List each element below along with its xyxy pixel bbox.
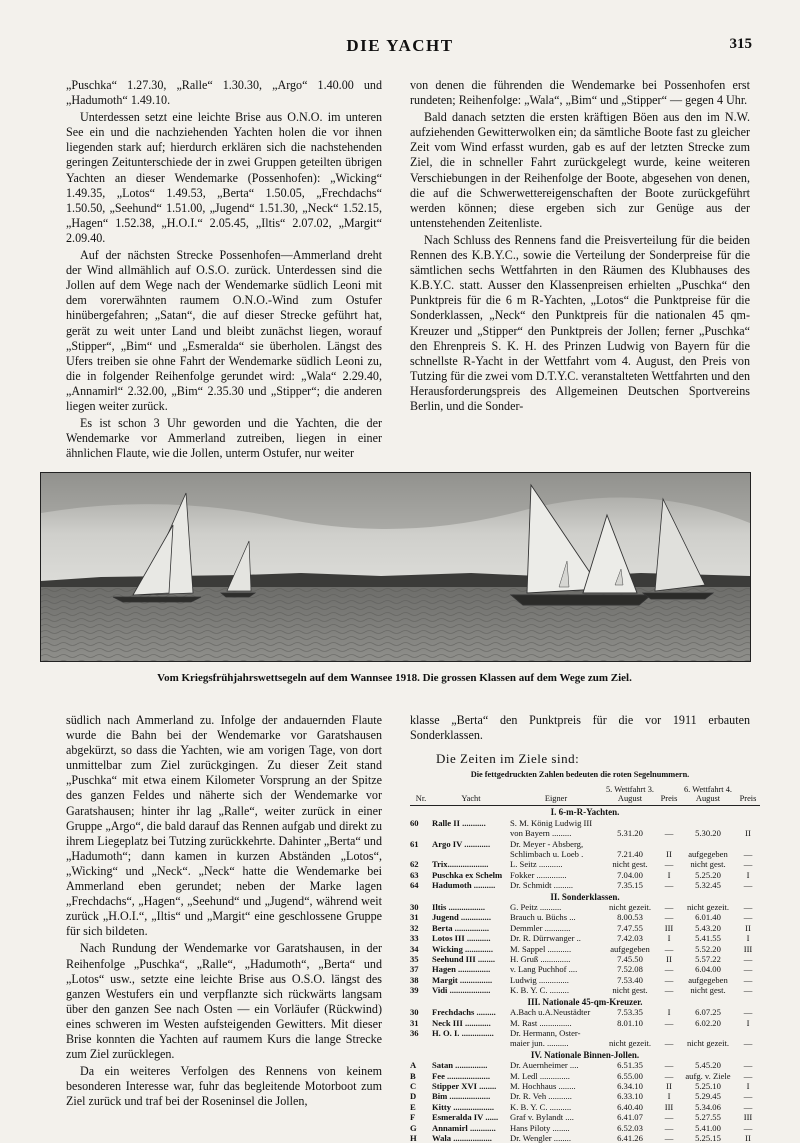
cell-preis-5	[658, 839, 680, 849]
table-row	[410, 828, 760, 838]
cell-time-5: 7.45.50	[617, 954, 643, 965]
cell-time-6: 5.41.55	[695, 933, 721, 944]
cell-nr: 61	[410, 838, 419, 849]
cell-time-5: 7.21.40	[617, 849, 643, 859]
cell-preis-6: —	[743, 985, 753, 996]
table-row	[410, 1123, 760, 1133]
cell-yacht: H. O. I. ...............	[432, 1027, 494, 1038]
cell-preis-5: I	[667, 1007, 671, 1018]
cell-eigner: S. M. König Ludwig III	[510, 817, 593, 828]
cell-time-5	[602, 818, 658, 828]
cell-yacht: Berta ................	[432, 922, 490, 933]
cell-time-6: aufg. v. Ziele	[685, 1070, 731, 1081]
table-row	[410, 839, 760, 849]
cell-preis-5: —	[664, 828, 674, 839]
table-row	[410, 1007, 760, 1017]
cell-eigner: M. Ledl ..............	[510, 1070, 570, 1081]
table-row	[410, 902, 760, 912]
paragraph: Nach Rundung der Wendemarke vor Garatshausen, in der Reihenfolge „Puschka“, „Ralle“, „Hadumoth“, „Berta“ und „Lotos“ usw., setzte eine leichte Brise aus O.S.O. längst des ganzen Westufers ein und verpflanzte sich rückwärts langsam über den ganzen See nach Osten — ein Vorläufer (Rückwind) eines schweren im Westen aufsteigenden Gewitters. Mit dieser Brise konnten die Yachten auf raumem Kurs die lange Strecke zum Ziel zurücklegen.	[66, 941, 382, 1062]
cell-yacht: Bim ...................	[432, 1091, 491, 1102]
cell-preis-5: —	[664, 859, 674, 870]
cell-preis-6: —	[743, 880, 753, 891]
table-row	[410, 1038, 760, 1048]
cell-preis-5: II	[666, 849, 672, 859]
results-section-heading	[410, 806, 760, 818]
cell-nr: 35	[410, 954, 419, 965]
table-row	[410, 954, 760, 964]
cell-time-5: 6.33.10	[617, 1091, 643, 1102]
cell-preis-5: —	[664, 880, 674, 891]
cell-preis-6: III	[743, 1112, 753, 1123]
cell-preis-5: —	[664, 1122, 674, 1133]
cell-time-6	[680, 839, 736, 849]
table-row	[410, 880, 760, 890]
cell-eigner: Brauch u. Büchs ...	[510, 912, 576, 923]
paragraph: Da ein weiteres Verfolgen des Rennens von keinem besonderen Interesse war, fuhr das begleitende Motorboot zum Ziel zurück und traf bei der Roseninsel die Jollen,	[66, 1064, 382, 1109]
cell-time-5: nicht gezeit.	[609, 1038, 651, 1049]
cell-time-5: 7.04.00	[617, 869, 643, 880]
cell-preis-5: —	[664, 943, 674, 954]
table-row	[410, 1060, 760, 1070]
cell-eigner: maier jun. ..........	[510, 1038, 569, 1049]
cell-preis-5: II	[666, 954, 672, 965]
results-table	[410, 784, 760, 1143]
cell-time-6: 5.25.20	[695, 869, 721, 880]
sailing-photo	[40, 472, 751, 662]
cell-yacht: Annamirl ............	[432, 1122, 496, 1133]
table-row	[410, 1112, 760, 1122]
cell-yacht: Frechdachs .........	[432, 1007, 496, 1018]
cell-preis-6: —	[743, 859, 753, 870]
cell-time-6: 6.07.25	[695, 1007, 721, 1018]
cell-preis-6: I	[746, 1017, 750, 1028]
paragraph: von denen die führenden die Wendemarke bei Possenhofen erst rundeten; Reihenfolge: „Wala“, „Bim“ und „Stipper“ — gegen 4 Uhr.	[410, 78, 750, 108]
cell-preis-6	[736, 818, 760, 828]
cell-time-5: nicht gest.	[612, 859, 648, 870]
cell-preis-5: I	[667, 869, 671, 880]
cell-preis-6: —	[743, 912, 753, 923]
cell-eigner: Hans Piloty ........	[510, 1122, 570, 1133]
cell-time-5: 7.53.35	[617, 1007, 643, 1018]
cell-time-6: 5.45.20	[695, 1060, 721, 1071]
cell-preis-6	[736, 1028, 760, 1038]
table-row	[410, 1081, 760, 1091]
results-body	[410, 806, 760, 1143]
cell-time-5	[602, 839, 658, 849]
header-eigner: Eigner	[510, 784, 602, 806]
cell-time-5: 6.41.07	[617, 1112, 643, 1123]
cell-eigner: von Bayern .........	[510, 828, 572, 839]
cell-nr: H	[410, 1132, 417, 1143]
cell-nr: 30	[410, 1007, 419, 1018]
cell-nr: C	[410, 1080, 417, 1091]
cell-yacht: Argo IV ............	[432, 838, 491, 849]
cell-eigner: v. Lang Puchhof ....	[510, 964, 578, 975]
header-wettfahrt-5: 5. Wettfahrt 3. August	[602, 784, 658, 806]
cell-eigner: K. B. Y. C. .........	[510, 985, 569, 996]
table-row	[410, 849, 760, 859]
cell-nr: 63	[410, 869, 419, 880]
sailing-photo-drawing	[41, 473, 750, 661]
cell-time-6: aufgegeben	[688, 849, 728, 859]
cell-nr: 33	[410, 933, 419, 944]
cell-time-6: aufgegeben	[688, 974, 728, 985]
paragraph: südlich nach Ammerland zu. Infolge der andauernden Flaute wurde die Bahn bei der Wendemarke vor Garatshausen abgekürzt, so dass die Yachten, wie am vorigen Tage, von dort unmittelbar zum Ziel zurückgingen. Zu dieser Zeit stand „Puschka“ mit etwa einem Kilometer Vorsprung an der Spitze des ganzen Feldes und näherte sich der Wendemarke vor Garatshausen; hinter ihr lag „Ralle“, weiter zurück in einer Gruppe „Argo“, die bald darauf das Rennen aufgab und direkt zu ihrem Liegeplatz bei Tutzing zurückkehrte. Dahinter „Berta“ und „Hadumoth“; dann kamen in kurzen Abständen „Lotos“, „Wicking“ und „Neck“. „Neck“ hatte die Wendemarke bei Ammerland eben gerundet; neben der Marke lagen „Frechdachs“, „Hagen“, „Seehund“ und „Jugend“, während weit zurück „H.O.I.“, „Iltis“ und „Margit“ eine geschlossene Gruppe für sich bildeten.	[66, 713, 382, 939]
table-row	[410, 1102, 760, 1112]
cell-preis-6: I	[746, 933, 750, 944]
cell-eigner: M. Hochhaus ........	[510, 1080, 576, 1091]
cell-time-6: 5.57.22	[695, 954, 721, 965]
cell-time-6: 5.34.06	[695, 1101, 721, 1112]
paragraph: Es ist schon 3 Uhr geworden und die Yachten, die der Wendemarke vor Ammerland zutreiben, liegen in einer ähnlichen Flaute, wie die Jollen, unterm Ostufer, nur weiter	[66, 416, 382, 461]
cell-time-6: 5.29.45	[695, 1091, 721, 1102]
table-row	[410, 1018, 760, 1028]
cell-eigner: M. Rast ...............	[510, 1017, 572, 1028]
left-column-bottom	[66, 713, 382, 1111]
table-row	[410, 975, 760, 985]
cell-preis-5: I	[667, 933, 671, 944]
cell-preis-6: —	[743, 1091, 753, 1102]
cell-preis-5: I	[667, 1091, 671, 1102]
cell-preis-6: —	[743, 849, 753, 859]
cell-preis-6: II	[745, 1132, 751, 1143]
results-section-heading	[410, 1049, 760, 1060]
cell-eigner: K. B. Y. C. ..........	[510, 1101, 572, 1112]
cell-time-5: 6.51.35	[617, 1060, 643, 1071]
cell-preis-6: —	[743, 974, 753, 985]
cell-preis-6: III	[743, 943, 753, 954]
cell-nr: 30	[410, 902, 419, 913]
section-title: I. 6-m-R-Yachten.	[550, 807, 620, 818]
photo-caption: Vom Kriegsfrühjahrswettsegeln auf dem Wannsee 1918. Die grossen Klassen auf dem Wege zum Ziel.	[157, 672, 632, 684]
cell-eigner: Dr. R. Dürrwanger ..	[510, 933, 581, 944]
cell-preis-5: —	[664, 974, 674, 985]
header-preis-6: Preis	[736, 784, 760, 806]
cell-time-6: nicht gezeit.	[687, 1038, 729, 1049]
cell-nr	[410, 1038, 432, 1048]
cell-yacht: Jugend ..............	[432, 912, 491, 923]
header-nr: Nr.	[410, 784, 432, 806]
cell-preis-5: II	[666, 1080, 672, 1091]
cell-time-5: nicht gest.	[612, 985, 648, 996]
cell-time-6: 5.27.55	[695, 1112, 721, 1123]
cell-yacht: Stipper XVI ........	[432, 1080, 497, 1091]
cell-preis-6: —	[743, 954, 753, 965]
cell-eigner: Schlimbach u. Loeb .	[510, 849, 584, 859]
cell-yacht: Satan ...............	[432, 1060, 488, 1071]
cell-nr: 64	[410, 880, 419, 891]
cell-eigner: Demmler ............	[510, 922, 571, 933]
cell-preis-6	[736, 839, 760, 849]
cell-eigner: Dr. Hermann, Oster-	[510, 1027, 581, 1038]
cell-time-6: 5.43.20	[695, 922, 721, 933]
cell-time-6: nicht gest.	[690, 985, 726, 996]
cell-nr: 62	[410, 859, 419, 870]
cell-time-6	[680, 818, 736, 828]
table-row	[410, 1091, 760, 1101]
cell-time-6: 6.02.20	[695, 1017, 721, 1028]
cell-eigner: Dr. Meyer - Absberg,	[510, 838, 584, 849]
paragraph: Auf der nächsten Strecke Possenhofen—Ammerland dreht der Wind allmählich auf O.S.O. zurück. Unterdessen sind die Jollen auf dem Wege nach der Wendemarke südlich Leoni mit dem vorerwähnten raumem O.N.O.-Wind zum Ostufer hinübergefahren; „Satan“, die auf dieser Strecke geführt hat, gerät zu weit unter Land und bleibt zunächst liegen, worauf „Stipper“, „Bim“ und „Esmeralda“ sie überholen. Längst des Ufers treiben sie ohne Fahrt der Wendemarke südlich Leoni zu, die in folgender Reihenfolge gerundet wird: „Wala“ 2.29.40, „Annamirl“ 2.32.00, „Bim“ 2.35.30 und „Stipper“; die anderen liegen weiter zurück.	[66, 248, 382, 413]
cell-preis-5: —	[664, 1017, 674, 1028]
cell-yacht: Fee ....................	[432, 1070, 490, 1081]
cell-time-5: 7.42.03	[617, 933, 643, 944]
section-title: III. Nationale 45-qm-Kreuzer.	[527, 996, 643, 1007]
paragraph: Nach Schluss des Rennens fand die Preisverteilung für die beiden Rennen des K.B.Y.C., sowie die Verteilung der Sonderpreise für die sämtlichen sechs Wettfahrten in den Räumen des Klubhauses des K.B.Y.C. statt. Ausser den Klassenpreisen erhielten „Puschka“ den Punktpreis für die 6 m R-Yachten, „Lotos“ die Punktpreise für die Sonderklassen, „Neck“ den Punktpreis für die nationalen 45 qm-Kreuzer und „Stipper“ den Punktpreis der Jollen; ferner „Puschka“ den Ehrenpreis S. K. H. des Prinzen Ludwig von Bayern für die schnellste R-Yacht in der Wettfahrt vom 4. August, den Preis von Tutzing für die zwei vom D.T.Y.C. veranstalteten Wettfahrten und den Herausforderungspreis des Allgemeinen Deutschen Sportvereins Berlin, und die Sonder-	[410, 232, 750, 413]
cell-yacht: Wicking .............	[432, 943, 493, 954]
cell-eigner: Dr. Auernheimer ....	[510, 1060, 579, 1071]
cell-time-6: 5.25.10	[695, 1080, 721, 1091]
cell-nr: 38	[410, 974, 419, 985]
cell-nr: E	[410, 1101, 416, 1112]
cell-preis-5	[658, 818, 680, 828]
cell-yacht: Vidi ...................	[432, 985, 491, 996]
cell-eigner: Ludwig ..............	[510, 974, 569, 985]
table-row	[410, 859, 760, 869]
section-title: II. Sonderklassen.	[550, 891, 620, 902]
paragraph: „Puschka“ 1.27.30, „Ralle“ 1.30.30, „Argo“ 1.40.00 und „Hadumoth“ 1.49.10.	[66, 78, 382, 108]
right-column-bottom	[410, 713, 757, 1143]
table-row	[410, 985, 760, 995]
table-row	[410, 818, 760, 828]
cell-eigner: A.Bach u.A.Neustädter	[510, 1007, 591, 1018]
cell-time-6: 6.04.00	[695, 964, 721, 975]
cell-time-6: 5.52.20	[695, 943, 721, 954]
cell-time-5: nicht gezeit.	[609, 902, 651, 913]
table-row	[410, 933, 760, 943]
cell-preis-6: —	[743, 1038, 753, 1049]
cell-time-5: aufgegeben	[610, 943, 650, 954]
cell-time-5: 6.41.26	[617, 1132, 643, 1143]
cell-eigner: Dr. R. Veh ...........	[510, 1091, 572, 1102]
cell-time-6: nicht gezeit.	[687, 902, 729, 913]
cell-yacht: Lotos III ...........	[432, 933, 491, 944]
cell-yacht	[432, 849, 510, 859]
cell-eigner: H. Gruß ..............	[510, 954, 571, 965]
header-wettfahrt-6: 6. Wettfahrt 4. August	[680, 784, 736, 806]
cell-yacht	[432, 828, 510, 838]
cell-preis-6: I	[746, 869, 750, 880]
table-row	[410, 923, 760, 933]
table-row	[410, 1071, 760, 1081]
table-row	[410, 1133, 760, 1143]
cell-time-5: 6.55.00	[617, 1070, 643, 1081]
cell-nr: 37	[410, 964, 419, 975]
cell-yacht	[432, 1038, 510, 1048]
cell-nr: 31	[410, 912, 419, 923]
cell-yacht: Esmeralda IV ......	[432, 1112, 499, 1123]
results-note: Die fettgedruckten Zahlen bedeuten die roten Segelnummern.	[470, 770, 690, 780]
cell-nr: 36	[410, 1027, 419, 1038]
cell-preis-5: —	[664, 1070, 674, 1081]
cell-preis-5: —	[664, 1038, 674, 1049]
results-section-heading	[410, 891, 760, 902]
cell-yacht: Trix...................	[432, 859, 489, 870]
cell-time-5: 5.31.20	[617, 828, 643, 839]
cell-time-6: 6.01.40	[695, 912, 721, 923]
cell-nr: A	[410, 1060, 417, 1071]
cell-time-5: 6.52.03	[617, 1122, 643, 1133]
table-row	[410, 944, 760, 954]
cell-time-6: 5.25.15	[695, 1132, 721, 1143]
results-section-heading	[410, 996, 760, 1007]
cell-yacht: Kitty ...................	[432, 1101, 495, 1112]
cell-preis-6: I	[746, 1080, 750, 1091]
cell-eigner: L. Seitz ...........	[510, 859, 563, 870]
cell-preis-5: III	[664, 1101, 674, 1112]
cell-yacht: Puschka ex Schelm	[432, 869, 503, 880]
table-row	[410, 964, 760, 974]
cell-preis-6: —	[743, 1007, 753, 1018]
section-title: IV. Nationale Binnen-Jollen.	[530, 1049, 640, 1060]
left-column-top	[66, 78, 382, 463]
cell-preis-5: —	[664, 902, 674, 913]
cell-nr	[410, 828, 432, 838]
results-title: Die Zeiten im Ziele sind:	[436, 751, 580, 767]
cell-preis-5: —	[664, 964, 674, 975]
cell-preis-6: —	[743, 1101, 753, 1112]
header-yacht: Yacht	[432, 784, 510, 806]
cell-time-5: 7.52.08	[617, 964, 643, 975]
cell-time-6: 5.32.45	[695, 880, 721, 891]
cell-time-5	[602, 1028, 658, 1038]
table-row	[410, 870, 760, 880]
cell-yacht: Ralle II ...........	[432, 817, 486, 828]
table-row	[410, 1028, 760, 1038]
cell-time-5: 8.00.53	[617, 912, 643, 923]
cell-time-6	[680, 1028, 736, 1038]
cell-time-5: 7.35.15	[617, 880, 643, 891]
cell-yacht: Seehund III ........	[432, 954, 496, 965]
cell-preis-5: —	[664, 1132, 674, 1143]
results-header-row	[410, 784, 760, 806]
cell-yacht: Neck III ............	[432, 1017, 491, 1028]
cell-preis-5: —	[664, 1060, 674, 1071]
cell-preis-5	[658, 1028, 680, 1038]
running-header-title: DIE YACHT	[346, 36, 454, 55]
cell-nr: D	[410, 1091, 417, 1102]
right-column-top	[410, 78, 750, 416]
cell-preis-6: —	[743, 1060, 753, 1071]
cell-nr: 60	[410, 817, 419, 828]
paragraph: Bald danach setzten die ersten kräftigen Böen aus den im N.W. aufziehenden Gewitterwolken ein; da sämtliche Boote fast zu gleicher Zeit vom Wind erfasst wurden, gab es auf der letzten Strecke zum Ziel, die in schneller Fahrt zurückgelegt wurde, keine weiteren Verschiebungen in der Reihenfolge der Boote, abgesehen von denen, die auf die Schwerwettereigenschaften der Boote zurückgeführt werden können; diese ergeben sich zur Genüge aus der untenstehenden Zeitenliste.	[410, 110, 750, 230]
cell-preis-6: II	[745, 828, 751, 839]
cell-time-5: 7.53.40	[617, 974, 643, 985]
table-row	[410, 912, 760, 922]
cell-eigner: Fokker ..............	[510, 869, 567, 880]
cell-nr	[410, 849, 432, 859]
cell-eigner: M. Sappel ...........	[510, 943, 572, 954]
cell-time-5: 6.34.10	[617, 1080, 643, 1091]
cell-time-5: 7.47.55	[617, 922, 643, 933]
cell-yacht: Wala ..................	[432, 1132, 492, 1143]
cell-preis-5: —	[664, 1112, 674, 1123]
cell-preis-6: —	[743, 1070, 753, 1081]
cell-time-6: nicht gest.	[690, 859, 726, 870]
header-preis-5: Preis	[658, 784, 680, 806]
cell-preis-6: —	[743, 1122, 753, 1133]
cell-yacht: Hadumoth ..........	[432, 880, 496, 891]
cell-nr: F	[410, 1112, 416, 1123]
cell-preis-5: —	[664, 985, 674, 996]
paragraph: Unterdessen setzt eine leichte Brise aus O.N.O. im unteren See ein und die nachziehenden Yachten holen die vor ihnen liegenden stark auf; hierdurch erklären sich die nachstehenden geringen Zeitunterschiede der in zwei Gruppen geteilten übrigen Yachten an dieser Wendemarke (Possenhofen): „Wicking“ 1.49.35, „Lotos“ 1.49.53, „Berta“ 1.50.05, „Frechdachs“ 1.50.50, „Seehund“ 1.51.00, „Jugend“ 1.51.30, „Neck“ 1.52.15, „Hagen“ 1.52.38, „H.O.I.“ 2.05.45, „Iltis“ 2.07.02, „Margit“ 2.09.40.	[66, 110, 382, 245]
cell-nr: 39	[410, 985, 419, 996]
cell-yacht: Margit ...............	[432, 974, 493, 985]
cell-eigner: Graf v. Bylandt ....	[510, 1112, 574, 1123]
cell-preis-6: —	[743, 964, 753, 975]
cell-eigner: G. Peitz ..........	[510, 902, 562, 913]
cell-nr: G	[410, 1122, 417, 1133]
cell-yacht: Iltis .................	[432, 902, 485, 913]
cell-preis-5: —	[664, 912, 674, 923]
cell-nr: 34	[410, 943, 419, 954]
page-number: 315	[729, 36, 752, 52]
cell-time-5: 6.40.40	[617, 1101, 643, 1112]
cell-time-6: 5.41.00	[695, 1122, 721, 1133]
cell-yacht: Hagen ...............	[432, 964, 491, 975]
cell-time-5: 8.01.10	[617, 1017, 643, 1028]
cell-preis-5: III	[664, 922, 674, 933]
cell-nr: 32	[410, 922, 419, 933]
cell-eigner: Dr. Wengler ........	[510, 1132, 571, 1143]
cell-nr: 31	[410, 1017, 419, 1028]
cell-nr: B	[410, 1070, 416, 1081]
cell-preis-6: —	[743, 902, 753, 913]
cell-time-6: 5.30.20	[695, 828, 721, 839]
paragraph: klasse „Berta“ den Punktpreis für die vor 1911 erbauten Sonderklassen.	[410, 713, 750, 743]
cell-eigner: Dr. Schmidt .........	[510, 880, 574, 891]
cell-preis-6: II	[745, 922, 751, 933]
